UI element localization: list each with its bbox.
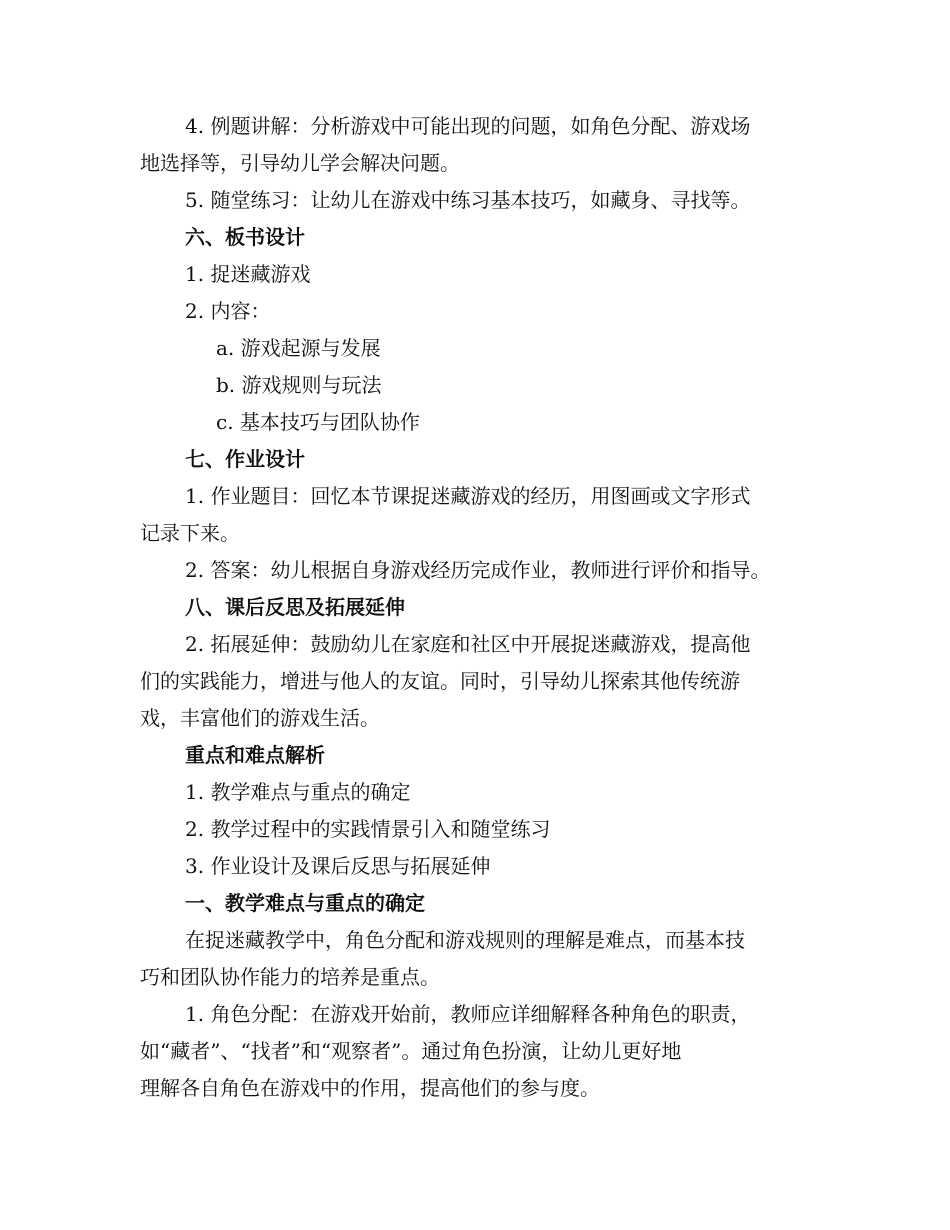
text-line: 2. 教学过程中的实践情景引入和随堂练习 [185, 817, 551, 841]
text-line: 记录下来。 [140, 521, 240, 545]
list-item-2 [140, 293, 820, 330]
paragraph-class-practice [140, 182, 820, 219]
text-line: 1. 角色分配：在游戏开始前，教师应详细解释各种角色的职责， [185, 1002, 751, 1026]
text-line: 1. 作业题目：回忆本节课捉迷藏游戏的经历，用图画或文字形式 [185, 484, 751, 508]
heading-reflection-extension [140, 589, 820, 626]
sublist-item-a [140, 330, 820, 367]
text-line: 2. 答案：幼儿根据自身游戏经历完成作业，教师进行评价和指导。 [185, 558, 771, 582]
text-line: 1. 教学难点与重点的确定 [185, 780, 411, 804]
list-item-key-2 [140, 811, 820, 848]
heading-text: 一、教学难点与重点的确定 [185, 891, 425, 915]
text-line: 3. 作业设计及课后反思与拓展延伸 [185, 854, 491, 878]
list-item-key-3 [140, 848, 820, 885]
paragraph-role-assignment [140, 996, 820, 1107]
heading-text: 六、板书设计 [185, 225, 305, 249]
sublist-item-b [140, 367, 820, 404]
text-line: 5. 随堂练习：让幼儿在游戏中练习基本技巧，如藏身、寻找等。 [185, 188, 751, 212]
text-line: 如“藏者”、“找者”和“观察者”。通过角色扮演，让幼儿更好地 [140, 1039, 682, 1063]
heading-homework-design [140, 441, 820, 478]
list-item-1 [140, 256, 820, 293]
paragraph-homework-answer [140, 552, 820, 589]
heading-blackboard-design [140, 219, 820, 256]
text-line: 地选择等，引导幼儿学会解决问题。 [140, 151, 460, 175]
heading-text: 重点和难点解析 [185, 743, 325, 767]
sublist-item-c [140, 404, 820, 441]
text-line: 巧和团队协作能力的培养是重点。 [140, 965, 440, 989]
heading-determine-key-points [140, 885, 820, 922]
text-line: 戏，丰富他们的游戏生活。 [140, 706, 380, 730]
text-line: 们的实践能力，增进与他人的友谊。同时，引导幼儿探索其他传统游 [140, 669, 740, 693]
text-line: 4. 例题讲解：分析游戏中可能出现的问题，如角色分配、游戏场 [185, 114, 751, 138]
text-line: 理解各自角色在游戏中的作用，提高他们的参与度。 [140, 1076, 600, 1100]
text-line: c. 基本技巧与团队协作 [216, 410, 420, 434]
paragraph-homework-topic [140, 478, 820, 552]
text-line: a. 游戏起源与发展 [216, 336, 381, 360]
list-item-key-1 [140, 774, 820, 811]
text-line: 1. 捉迷藏游戏 [185, 262, 311, 286]
paragraph-extension [140, 626, 820, 737]
text-line: 2. 拓展延伸：鼓励幼儿在家庭和社区中开展捉迷藏游戏，提高他 [185, 632, 751, 656]
heading-text: 八、课后反思及拓展延伸 [185, 595, 405, 619]
text-line: b. 游戏规则与玩法 [216, 373, 382, 397]
text-line: 2. 内容： [185, 299, 271, 323]
paragraph-example-explanation [140, 108, 820, 182]
heading-text: 七、作业设计 [185, 447, 305, 471]
paragraph-difficulty-focus [140, 922, 820, 996]
text-line: 在捉迷藏教学中，角色分配和游戏规则的理解是难点，而基本技 [185, 928, 745, 952]
heading-key-difficult-points [140, 737, 820, 774]
document-body [140, 108, 820, 1107]
